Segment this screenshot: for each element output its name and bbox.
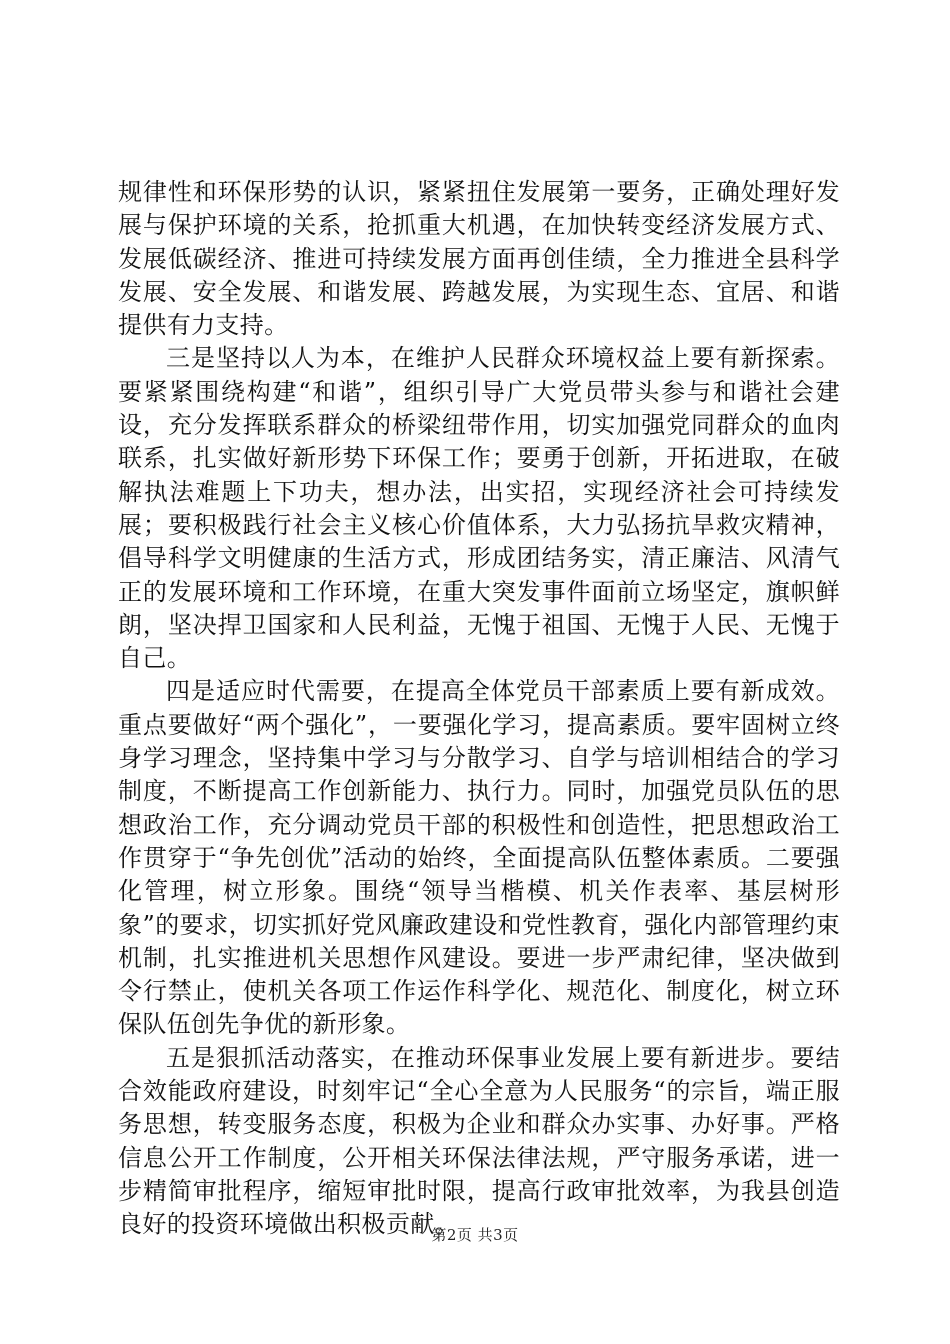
page-number-footer: 第2页 共3页 (431, 1226, 519, 1244)
document-body (118, 176, 840, 1242)
paragraph-4: 五是狠抓活动落实，在推动环保事业发展上要有新进步。要结合效能政府建设，时刻牢记“全心全意为人民服务“的宗旨，端正服务思想，转变服务态度，积极为企业和群众办实事、办好事。严格信息公开工作制度，公开相关环保法律法规，严守服务承诺，进一步精简审批程序，缩短审批时限，提高行政审批效率，为我县创造良好的投资环境做出积极贡献。 (118, 1043, 840, 1239)
paragraph-2: 三是坚持以人为本，在维护人民群众环境权益上要有新探索。要紧紧围绕构建“和谐”，组织引导广大党员带头参与和谐社会建设，充分发挥联系群众的桥梁纽带作用，切实加强党同群众的血肉联系，扎实做好新形势下环保工作；要勇于创新，开拓进取，在破解执法难题上下功夫，想办法，出实招，实现经济社会可持续发展；要积极践行社会主义核心价值体系，大力弘扬抗旱救灾精神，倡导科学文明健康的生活方式，形成团结务实，清正廉洁、风清气正的发展环境和工作环境，在重大突发事件面前立场坚定，旗帜鲜朗，坚决捍卫国家和人民利益，无愧于祖国、无愧于人民、无愧于自己。 (118, 344, 840, 673)
paragraph-1: 规律性和环保形势的认识，紧紧扭住发展第一要务，正确处理好发展与保护环境的关系，抢抓重大机遇，在加快转变经济发展方式、发展低碳经济、推进可持续发展方面再创佳绩，全力推进全县科学发展、安全发展、和谐发展、跨越发展，为实现生态、宜居、和谐提供有力支持。 (118, 178, 840, 340)
paragraph-3: 四是适应时代需要，在提高全体党员干部素质上要有新成效。重点要做好“两个强化”，一要强化学习，提高素质。要牢固树立终身学习理念，坚持集中学习与分散学习、自学与培训相结合的学习制度，不断提高工作创新能力、执行力。同时，加强党员队伍的思想政治工作，充分调动党员干部的积极性和创造性，把思想政治工作贯穿于“争先创优”活动的始终，全面提高队伍整体素质。二要强化管理，树立形象。围绕“领导当楷模、机关作表率、基层树形象”的要求，切实抓好党风廉政建设和党性教育，强化内部管理约束机制，扎实推进机关思想作风建设。要进一步严肃纪律，坚决做到令行禁止，使机关各项工作运作科学化、规范化、制度化，树立环保队伍创先争优的新形象。 (118, 677, 840, 1039)
